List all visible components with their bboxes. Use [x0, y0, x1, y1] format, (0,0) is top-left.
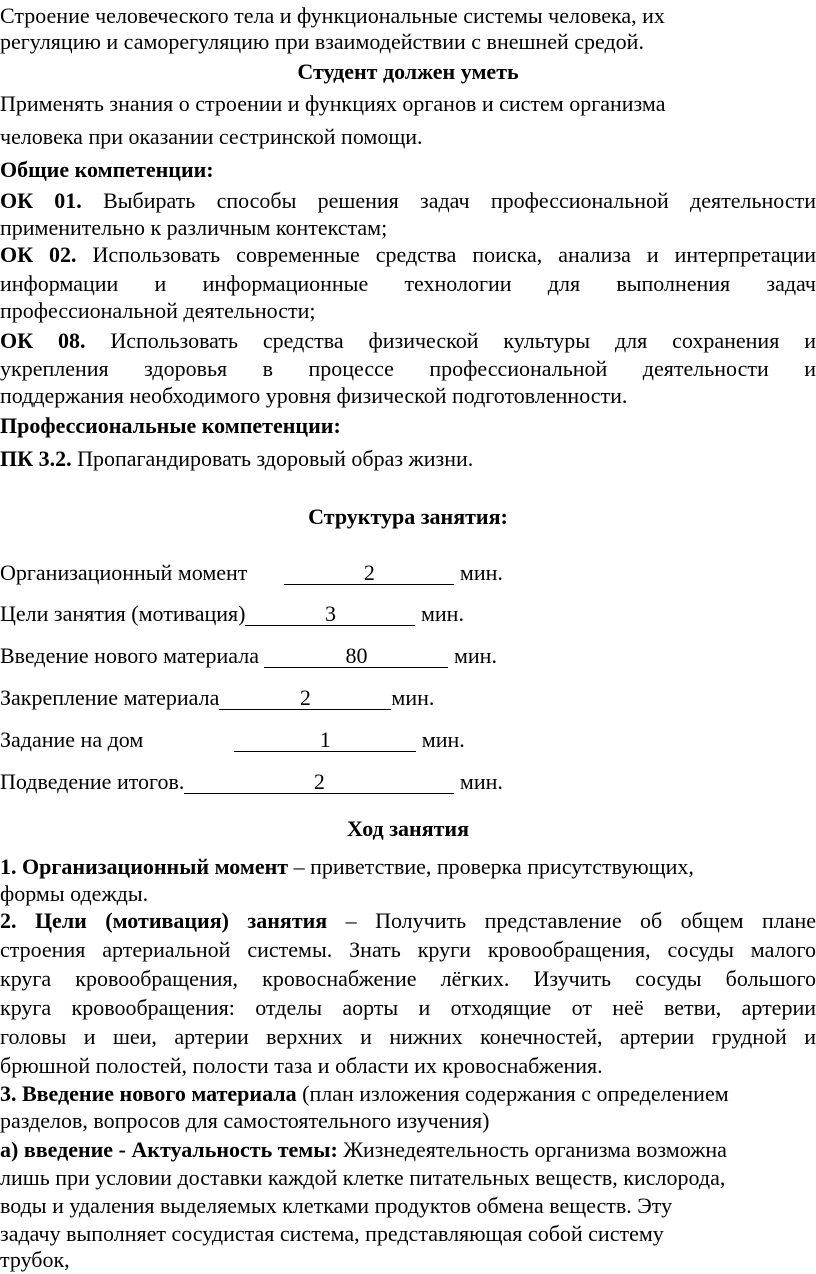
skills-line-1: Применять знания о строении и функциях органов и систем организма — [0, 91, 666, 116]
s3-line-2: разделов, вопросов для самостоятельного изучения) — [0, 1108, 490, 1133]
structure-heading: Структура занятия: — [308, 504, 508, 529]
ok08-line-1: ОК 08. Использовать средства физической культуры для сохранения и — [0, 328, 816, 353]
s2-line-3: круга кровообращения, кровоснабжение лёгких. Изучить сосуды большого — [0, 966, 816, 991]
intro-line-2: регуляцию и саморегуляцию при взаимодействии с внешней средой. — [0, 29, 644, 54]
ok02-line-1: ОК 02. Использовать современные средства поиска, анализа и интерпретации — [0, 242, 816, 267]
skills-line-2: человека при оказании сестринской помощи. — [0, 124, 423, 149]
sa-line-1: а) введение - Актуальность темы: Жизнедеятельность организма возможна — [0, 1137, 727, 1162]
structure-item: Закрепление материала 2 мин. — [0, 685, 435, 710]
ok01-line-2: применительно к различным контекстам; — [0, 215, 388, 240]
s2-line-4: круга кровообращения: отделы аорты и отходящие от неё ветви, артерии — [0, 995, 816, 1020]
s3-line-1: 3. Введение нового материала (план изложения содержания с определением — [0, 1081, 729, 1106]
s2-line-2: строения артериальной системы. Знать круги кровообращения, сосуды малого — [0, 937, 816, 962]
general-heading: Общие компетенции: — [0, 157, 214, 182]
sa-line-4: задачу выполняет сосудистая система, представляющая собой систему — [0, 1221, 664, 1246]
s1-line-1: 1. Организационный момент – приветствие, проверка присутствующих, — [0, 854, 694, 879]
professional-heading: Профессиональные компетенции: — [0, 413, 341, 438]
skills-heading: Студент должен уметь — [297, 59, 519, 84]
s2-line-6: брюшной полостей, полости таза и области их кровоснабжения. — [0, 1053, 603, 1078]
structure-item: Задание на дом 1 мин. — [0, 727, 465, 752]
ok02-line-2: информации и информационные технологии для выполнения задач — [0, 271, 816, 296]
ok08-line-2: укрепления здоровья в процессе профессиональной деятельности и — [0, 356, 816, 381]
s2-line-5: головы и шеи, артерии верхних и нижних конечностей, артерии грудной и — [0, 1024, 816, 1049]
sa-line-2: лишь при условии доставки каждой клетке питательных веществ, кислорода, — [0, 1165, 726, 1190]
structure-item: Подведение итогов. 2 мин. — [0, 769, 503, 794]
sa-line-5: трубок, — [0, 1247, 70, 1272]
ok08-line-3: поддержания необходимого уровня физической подготовленности. — [0, 383, 628, 408]
structure-item: Организационный момент 2 мин. — [0, 560, 503, 585]
progress-heading: Ход занятия — [346, 816, 469, 841]
s2-line-1: 2. Цели (мотивация) занятия – Получить представление об общем плане — [0, 908, 816, 933]
intro-line-1: Строение человеческого тела и функциональные системы человека, их — [0, 3, 665, 28]
sa-line-3: воды и удаления выделяемых клетками продуктов обмена веществ. Эту — [0, 1193, 673, 1218]
ok01-line-1: ОК 01. Выбирать способы решения задач профессиональной деятельности — [0, 188, 816, 213]
ok02-line-3: профессиональной деятельности; — [0, 298, 316, 323]
structure-item: Цели занятия (мотивация) 3 мин. — [0, 601, 464, 626]
structure-item: Введение нового материала 80 мин. — [0, 643, 497, 668]
pk32-line: ПК 3.2. Пропагандировать здоровый образ жизни. — [0, 446, 474, 471]
s1-line-2: формы одежды. — [0, 881, 149, 906]
